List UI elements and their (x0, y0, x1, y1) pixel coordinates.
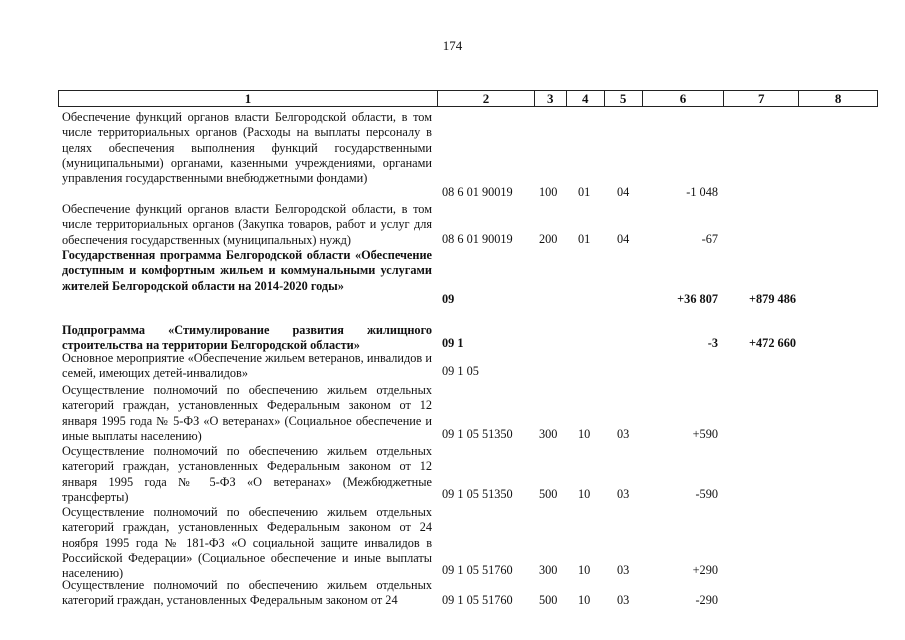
row-description: Подпрограмма «Стимулирование развития жилищного строительства на территории Белгородской области» (62, 323, 432, 353)
row-col-5: 03 (617, 563, 630, 577)
row-col-6: -67 (701, 232, 718, 246)
row-col-4: 10 (578, 487, 591, 501)
header-col-4: 4 (567, 91, 605, 106)
header-col-1: 1 (59, 91, 438, 106)
row-description: Осуществление полномочий по обеспечению жильем отдельных категорий граждан, установленных Федеральным законом от 24 (62, 578, 432, 608)
row-code: 09 (442, 292, 455, 306)
row-col-6: -1 048 (686, 185, 718, 199)
row-code: 09 1 05 51760 (442, 563, 513, 577)
row-col-4: 01 (578, 185, 591, 199)
row-col-3: 300 (539, 563, 558, 577)
row-col-5: 03 (617, 487, 630, 501)
row-col-3: 300 (539, 427, 558, 441)
row-col-5: 03 (617, 593, 630, 607)
row-description: Осуществление полномочий по обеспечению жильем отдельных категорий граждан, установленных Федеральным законом от 12 января 1995 года № 5-ФЗ «О ветеранах» (Социальное обеспечение и иные выплаты населению) (62, 383, 432, 443)
row-col-7: +472 660 (749, 336, 796, 350)
row-description: Основное мероприятие «Обеспечение жильем ветеранов, инвалидов и семей, имеющих детей-инвалидов» (62, 351, 432, 381)
row-col-6: +290 (692, 563, 718, 577)
row-col-5: 04 (617, 232, 630, 246)
row-col-4: 10 (578, 563, 591, 577)
row-code: 08 6 01 90019 (442, 185, 513, 199)
row-code: 09 1 05 51760 (442, 593, 513, 607)
row-col-3: 500 (539, 487, 558, 501)
row-code: 09 1 05 (442, 364, 479, 378)
row-col-3: 500 (539, 593, 558, 607)
row-col-4: 10 (578, 427, 591, 441)
header-col-3: 3 (535, 91, 567, 106)
row-code: 09 1 (442, 336, 464, 350)
row-description: Обеспечение функций органов власти Белгородской области, в том числе территориальных органов (Расходы на выплаты персоналу в целях обеспечения выполнения функций государственными (муниципальными) органами, казенными учреждениями, органами управления государственными внебюджетными фондами) (62, 110, 432, 186)
header-col-7: 7 (724, 91, 799, 106)
row-col-3: 100 (539, 185, 558, 199)
row-col-4: 01 (578, 232, 591, 246)
row-code: 09 1 05 51350 (442, 427, 513, 441)
row-code: 09 1 05 51350 (442, 487, 513, 501)
row-col-4: 10 (578, 593, 591, 607)
row-col-7: +879 486 (749, 292, 796, 306)
row-description: Государственная программа Белгородской области «Обеспечение доступным и комфортным жильем и коммунальными услугами жителей Белгородской области на 2014-2020 годы» (62, 248, 432, 293)
row-description: Осуществление полномочий по обеспечению жильем отдельных категорий граждан, установленных Федеральным законом от 24 ноября 1995 года № 181-ФЗ «О социальной защите инвалидов в Российской Федерации» (Социальное обеспечение и иные выплаты населению) (62, 505, 432, 581)
table-header (58, 90, 878, 107)
header-col-8: 8 (834, 91, 842, 106)
header-col-6: 6 (643, 91, 725, 106)
row-col-3: 200 (539, 232, 558, 246)
row-col-6: +36 807 (677, 292, 718, 306)
row-description: Осуществление полномочий по обеспечению жильем отдельных категорий граждан, установленных Федеральным законом от 12 января 1995 года № 5-ФЗ «О ветеранах» (Межбюджетные трансферты) (62, 444, 432, 504)
row-col-6: -3 (707, 336, 718, 350)
row-col-5: 03 (617, 427, 630, 441)
row-description: Обеспечение функций органов власти Белгородской области, в том числе территориальных органов (Закупка товаров, работ и услуг для обеспечения государственных (муниципальных) нужд) (62, 202, 432, 247)
page-number: 174 (442, 38, 463, 53)
row-col-6: -590 (695, 487, 718, 501)
row-code: 08 6 01 90019 (442, 232, 513, 246)
row-col-6: +590 (692, 427, 718, 441)
header-col-5: 5 (605, 91, 643, 106)
row-col-5: 04 (617, 185, 630, 199)
row-col-6: -290 (695, 593, 718, 607)
header-col-2: 2 (438, 91, 535, 106)
